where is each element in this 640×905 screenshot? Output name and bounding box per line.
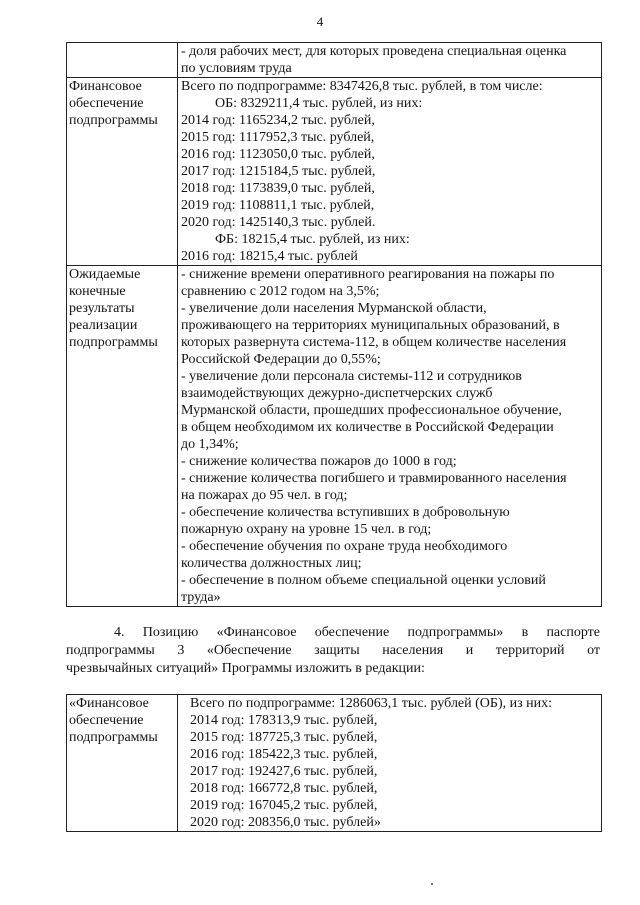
funding-year: 2017 год: 192427,6 тыс. рублей, [190, 764, 378, 779]
table-label-cell [67, 695, 178, 832]
result-line: - увеличение доли населения Мурманской области, [181, 301, 487, 316]
result-line: количества должностных лиц; [181, 556, 362, 571]
funding-ob: ОБ: 8329211,4 тыс. рублей, из них: [215, 96, 423, 111]
result-line: - снижение количества пожаров до 1000 в год; [181, 454, 457, 469]
funding-total: Всего по подпрограмме: 8347426,8 тыс. рублей, в том числе: [181, 79, 543, 94]
table-label-cell [67, 78, 178, 266]
funding-year: 2015 год: 187725,3 тыс. рублей, [190, 730, 378, 745]
funding-year: 2019 год: 167045,2 тыс. рублей, [190, 798, 378, 813]
funding-year: 2018 год: 1173839,0 тыс. рублей, [181, 181, 375, 196]
result-line: труда» [181, 590, 221, 605]
row-label: конечные [69, 284, 126, 299]
paragraph-line: подпрограммы 3 «Обеспечение защиты населения и территорий от [66, 643, 600, 658]
result-line: сравнению с 2012 годом на 3,5%; [181, 284, 380, 299]
amendment-paragraph [66, 624, 600, 678]
row-label: обеспечение [69, 713, 144, 728]
funding-total: Всего по подпрограмме: 1286063,1 тыс. рублей (ОБ), из них: [190, 696, 553, 711]
table-row [67, 695, 602, 832]
table-value-cell [178, 266, 602, 607]
paragraph-line: чрезвычайных ситуаций» Программы изложить в редакции: [66, 661, 425, 676]
funding-year: 2014 год: 178313,9 тыс. рублей, [190, 713, 378, 728]
result-line: - обеспечение обучения по охране труда необходимого [181, 539, 508, 554]
page-number: 4 [316, 14, 324, 29]
result-line: пожарную охрану на уровне 15 чел. в год; [181, 522, 432, 537]
table-row [67, 78, 602, 266]
result-line: Мурманской области, прошедших профессиональное обучение, [181, 403, 562, 418]
funding-year: 2018 год: 166772,8 тыс. рублей, [190, 781, 378, 796]
funding-year: 2015 год: 1117952,3 тыс. рублей, [181, 130, 375, 145]
table-label-cell [67, 266, 178, 607]
result-line: на пожарах до 95 чел. в год; [181, 488, 348, 503]
result-line: до 1,34%; [181, 437, 239, 452]
scan-dot [431, 883, 433, 885]
result-line: Российской Федерации до 0,55%; [181, 352, 381, 367]
result-line: - обеспечение количества вступивших в добровольную [181, 505, 510, 520]
funding-year: 2016 год: 185422,3 тыс. рублей, [190, 747, 378, 762]
row-label: результаты [69, 301, 135, 316]
row-label: Ожидаемые [69, 267, 141, 282]
row-label: реализации [69, 318, 138, 333]
funding-year: 2016 год: 18215,4 тыс. рублей [181, 249, 358, 264]
table-value-cell [178, 695, 602, 832]
result-line: - снижение времени оперативного реагирования на пожары по [181, 267, 555, 282]
funding-year: 2019 год: 1108811,1 тыс. рублей, [181, 198, 375, 213]
table-label-cell [67, 43, 178, 78]
table-row [67, 266, 602, 607]
funding-year: 2016 год: 1123050,0 тыс. рублей, [181, 147, 375, 162]
funding-year: 2014 год: 1165234,2 тыс. рублей, [181, 113, 375, 128]
text-line: - доля рабочих мест, для которых проведена специальная оценка [181, 44, 567, 59]
funding-year: 2020 год: 1425140,3 тыс. рублей. [181, 215, 376, 230]
row-label: подпрограммы [69, 113, 158, 128]
passport-table-continued [66, 42, 602, 607]
result-line: в общем необходимом их количестве в Российской Федерации [181, 420, 554, 435]
table-value-cell [178, 43, 602, 78]
table-row [67, 43, 602, 78]
row-label: Финансовое [69, 79, 142, 94]
row-label: обеспечение [69, 96, 144, 111]
table-value-cell [178, 78, 602, 266]
row-label: «Финансовое [69, 696, 149, 711]
result-line: - обеспечение в полном объеме специальной оценки условий [181, 573, 546, 588]
row-label: подпрограммы [69, 730, 158, 745]
text-line: по условиям труда [181, 61, 292, 76]
result-line: проживающего на территориях муниципальных образований, в [181, 318, 560, 333]
result-line: - снижение количества погибшего и травмированного населения [181, 471, 567, 486]
result-line: - увеличение доли персонала системы-112 и сотрудников [181, 369, 522, 384]
funding-year: 2017 год: 1215184,5 тыс. рублей, [181, 164, 376, 179]
funding-fb: ФБ: 18215,4 тыс. рублей, из них: [215, 232, 410, 247]
result-line: взаимодействующих дежурно-диспетчерских служб [181, 386, 493, 401]
paragraph-line: 4. Позицию «Финансовое обеспечение подпрограммы» в паспорте [114, 625, 600, 640]
funding-table-new [66, 694, 602, 832]
funding-year: 2020 год: 208356,0 тыс. рублей» [190, 815, 381, 830]
result-line: которых развернута система-112, в общем количестве населения [181, 335, 567, 350]
row-label: подпрограммы [69, 335, 158, 350]
